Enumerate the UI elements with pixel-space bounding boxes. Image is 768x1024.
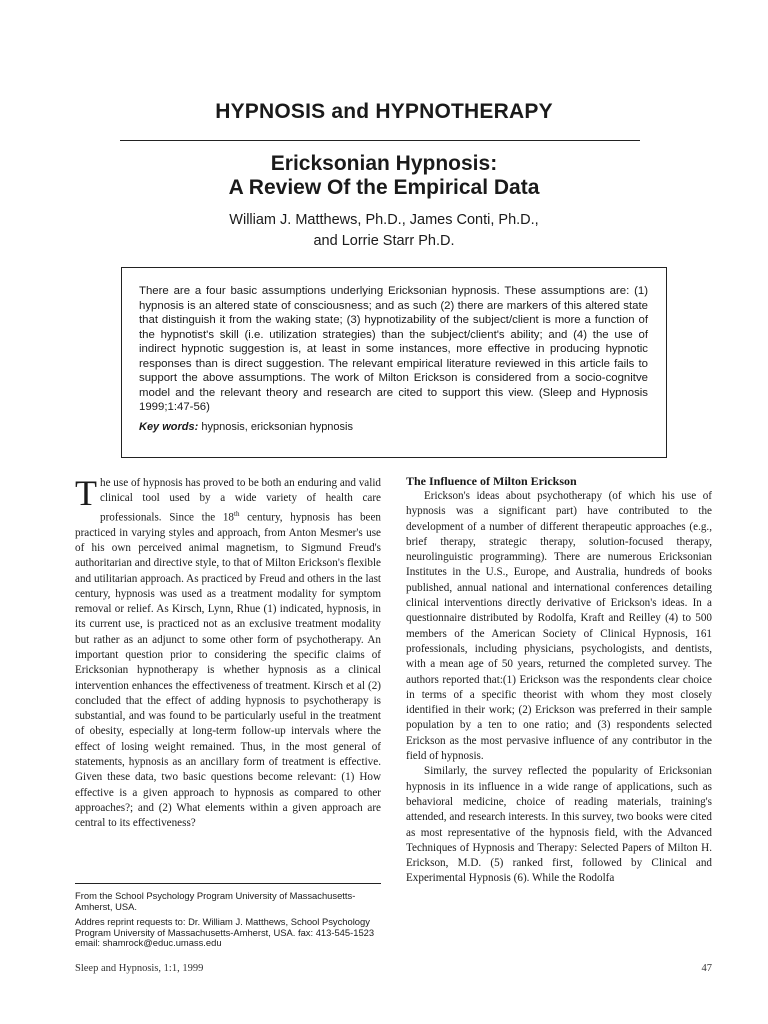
keywords (139, 420, 648, 434)
section-title: HYPNOSIS and HYPNOTHERAPY (215, 100, 553, 123)
article-title-line1: Ericksonian Hypnosis: (270, 152, 498, 175)
ordinal-superscript: th (234, 509, 240, 518)
title-divider (120, 140, 640, 141)
intro-paragraph (75, 473, 382, 832)
keywords-value: hypnosis, ericksonian hypnosis (198, 420, 353, 433)
authors-line2: and Lorrie Starr Ph.D. (313, 233, 455, 249)
footnote-affiliation: From the School Psychology Program University of Massachusetts-Amherst, USA. (75, 890, 356, 912)
intro-text-part2: century, hypnosis has been practiced in varying styles and approach, from Anton Mesmer's use of his own perceived animal magnetism, to Sigmund Freud's authoritarian and directive style, to that of Milton Erickson's flexible and utilitarian approach. As practiced by Freud and others in the last century, hypnosis was used as a treatment modality for symptom removal or relief. As Kirsch, Lynn, Rhue (1) indicated, hypnosis, in its current use, is practiced not as an exclusive treatment modality but rather as an adjunct to some other form of psychotherapy. An important question prior to considering the specific claims of Ericksonian hypnotherapy is whether hypnosis as a clinical intervention enhances the effectiveness of treatment. Kirsch et al (2) concluded that the effect of adding hypnosis to psychotherapy is substantial, and was found to be particularly useful in the treatment of obesity, especially at long-term follow-up intervals where the effect of losing weight remained. Thus, in the most general of statements, hypnosis as an ancillary form of treatment is effective. Given these data, two basic questions become relevant: (1) How effective is a given approach to hypnosis as compared to other approaches?; and (2) What elements within a given approach are central to its effectiveness? (75, 511, 382, 830)
footnotes (75, 891, 381, 954)
drop-cap: T (75, 473, 97, 513)
footnote-reprint: Addres reprint requests to: Dr. William J. Matthews, School Psychology Program University of Massachusetts-Amherst, USA. fax: 413-545-1523 email: shamrock@educ.umass.edu (75, 916, 375, 948)
right-column (406, 474, 712, 887)
footer-journal: Sleep and Hypnosis, 1:1, 1999 (75, 963, 204, 974)
body-paragraph-2: Similarly, the survey reflected the popularity of Ericksonian hypnosis in its influence in a wide range of applications, such as behavioral medicine, choice of reading materials, training's attended, and research interests. In this survey, two books were cited as most representative of the hypnosis field, with the Advanced Techniques of Hypnosis and Therapy: Selected Papers of Milton H. Erickson, M.D. (5) ranked first, followed by Clinical and Experimental Hypnosis (6). While the Rodolfa (406, 765, 712, 885)
section-heading: The Influence of Milton Erickson (406, 474, 577, 488)
author-list (0, 210, 768, 252)
authors-line1: William J. Matthews, Ph.D., James Conti, Ph.D., (229, 212, 539, 228)
article-title-line2: A Review Of the Empirical Data (228, 176, 540, 199)
abstract-text: There are a four basic assumptions underlying Ericksonian hypnosis. These assumptions are: (1) hypnosis is an altered state of consciousness; and as such (2) there are markers of this altered state that distinguish it from the waking state; (3) hypnotizability of the subject/client is more a function of the hypnotist's skill (i.e. utilization strategies) than the subject/client's ability; and (4) the use of indirect hypnotic suggestion is, at least in some instances, more effective in producing hypnotic responses than is direct suggestion. The relevant empirical literature reviewed in this article fails to support the above assumptions. The work of Milton Erickson is considered from a socio-cognitve model and the relevant theory and research are cited to support this view. (Sleep and Hypnosis 1999;1:47-56) (139, 285, 648, 413)
left-column (75, 473, 382, 832)
abstract-box (121, 267, 667, 458)
page-number: 47 (701, 963, 712, 974)
keywords-label: Key words: (139, 420, 199, 433)
footnote-divider (75, 883, 381, 884)
intro-text-part1: he use of hypnosis has proved to be both an enduring and valid clinical tool used by a wide variety of health care professionals. Since the 18 (100, 477, 381, 524)
body-paragraph-1: Erickson's ideas about psychotherapy (of which his use of hypnosis was a significant part) have contributed to the development of a number of different therapeutic approaches (e.g., brief therapy, strategic therapy, solution-focused therapy, neurolinguistic programming). There are numerous Ericksonian Institutes in the U.S., Europe, and Australia, hundreds of books published, annual national and international conferences detailing clinical interventions directly derivative of Erickson's ideas. In a questionnaire distributed by Rodolfa, Kraft and Reilley (4) to 500 members of the American Society of Clinical Hypnosis, 161 professionals, including physicians, psychologists, and dentists, with a mean age of 50 years, returned the completed survey. The authors reported that:(1) Erickson was the respondents clear choice in terms of a specific theorist with whom they most closely identified in their work; (2) Erickson was preferred in their sample population by a ten to one ratio; and (3) respondents selected Erickson as the most pervasive influence of any contributor in the field of hypnosis. (406, 490, 712, 763)
article-title (0, 152, 768, 200)
